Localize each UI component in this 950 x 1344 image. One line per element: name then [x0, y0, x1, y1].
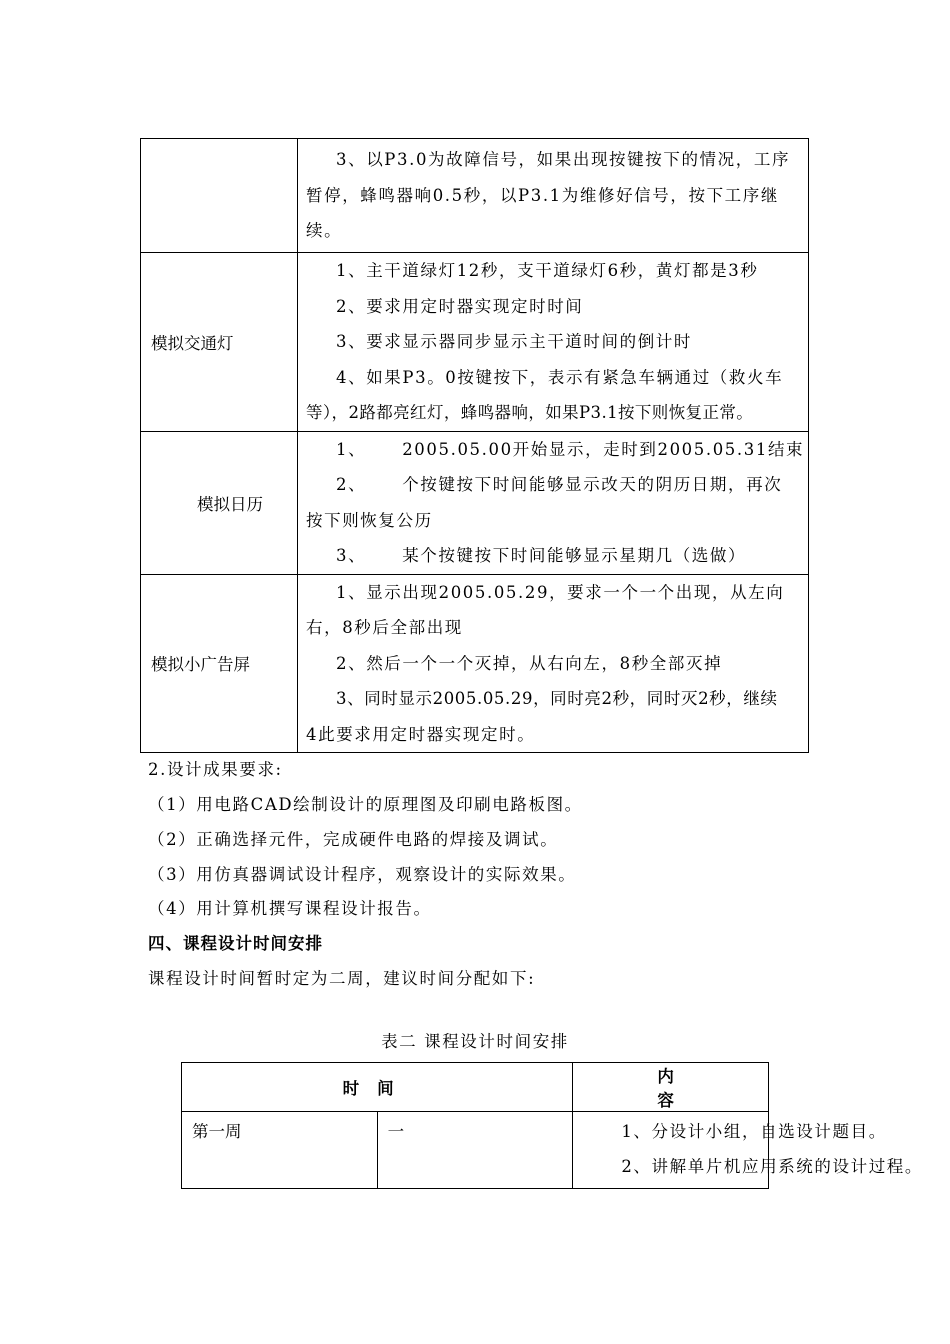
content-line: 3、以P3.0为故障信号，如果出现按键按下的情况，工序	[336, 150, 791, 170]
content-line: 2、然后一个一个灭掉，从右向左，8秒全部灭掉	[336, 653, 723, 673]
table-row	[141, 431, 809, 574]
schedule-table	[181, 1062, 924, 1189]
day-cell: 一	[377, 1112, 573, 1189]
project-name-cell: 模拟交通灯	[141, 253, 298, 432]
table-row	[182, 1112, 769, 1189]
content-line: 续。	[306, 221, 343, 241]
item-text: 某个按键按下时间能够显示星期几（选做）	[402, 546, 747, 565]
content-line: 1、显示出现2005.05.29，要求一个一个出现，从左向	[336, 582, 785, 602]
content-line: 暂停，蜂鸣器响0.5秒，以P3.1为维修好信号，按下工序继	[306, 185, 779, 205]
design-requirement-item: （1）用电路CAD绘制设计的原理图及印刷电路板图。	[148, 795, 583, 814]
content-line	[306, 467, 800, 503]
content-line: 3、要求显示器同步显示主干道时间的倒计时	[336, 332, 692, 351]
schedule-item: 2、讲解单片机应用系统的设计过程。	[621, 1157, 924, 1176]
content-line	[306, 432, 805, 468]
project-name-cell	[141, 139, 298, 253]
schedule-items-cell	[573, 1112, 924, 1189]
content-line: 2、要求用定时器实现定时时间	[336, 296, 584, 316]
header-content: 内容	[573, 1063, 769, 1112]
project-content-cell	[298, 431, 809, 574]
header-time: 时间	[182, 1063, 573, 1112]
content-line: 右，8秒后全部出现	[306, 618, 463, 637]
week-cell: 第一周	[182, 1112, 378, 1189]
item-number: 2、	[336, 475, 367, 494]
section-heading: 四、课程设计时间安排	[148, 934, 323, 953]
item-number: 3、	[336, 546, 367, 565]
item-text: 2005.05.00开始显示，走时到2005.05.31结束	[402, 439, 805, 459]
table-row	[141, 139, 809, 253]
section-intro: 课程设计时间暂时定为二周，建议时间分配如下:	[148, 969, 536, 988]
item-number: 1、	[336, 439, 367, 459]
project-name-cell: 模拟小广告屏	[141, 574, 298, 753]
content-line: 1、主干道绿灯12秒，支干道绿灯6秒，黄灯都是3秒	[336, 261, 759, 280]
design-requirement-item: （2）正确选择元件，完成硬件电路的焊接及调试。	[148, 830, 559, 849]
project-content-cell	[298, 253, 809, 432]
item-text: 个按键按下时间能够显示改天的阴历日期，再次	[402, 475, 783, 494]
project-content-cell	[298, 139, 809, 253]
content-line: 4、如果P3。0按键按下，表示有紧急车辆通过（救火车	[336, 367, 784, 387]
table-caption: 表二 课程设计时间安排	[381, 1032, 569, 1051]
schedule-item: 1、分设计小组，自选设计题目。	[621, 1122, 887, 1141]
design-requirement-item: （4）用计算机撰写课程设计报告。	[148, 899, 432, 918]
content-line: 等），2路都亮红灯，蜂鸣器响，如果P3.1按下则恢复正常。	[306, 403, 754, 422]
table-row	[141, 253, 809, 432]
content-line	[306, 538, 800, 574]
table-header-row	[182, 1063, 769, 1112]
project-content-cell	[298, 574, 809, 753]
content-line: 3、同时显示2005.05.29，同时亮2秒，同时灭2秒，继续	[336, 689, 778, 708]
content-line: 按下则恢复公历	[306, 510, 433, 530]
design-requirement-item: （3）用仿真器调试设计程序，观察设计的实际效果。	[148, 865, 577, 884]
design-requirements-title: 2.设计成果要求:	[148, 760, 283, 779]
requirements-table	[140, 138, 809, 753]
content-line: 4此要求用定时器实现定时。	[306, 724, 536, 744]
project-name-cell: 模拟日历	[141, 431, 298, 574]
table-row	[141, 574, 809, 753]
